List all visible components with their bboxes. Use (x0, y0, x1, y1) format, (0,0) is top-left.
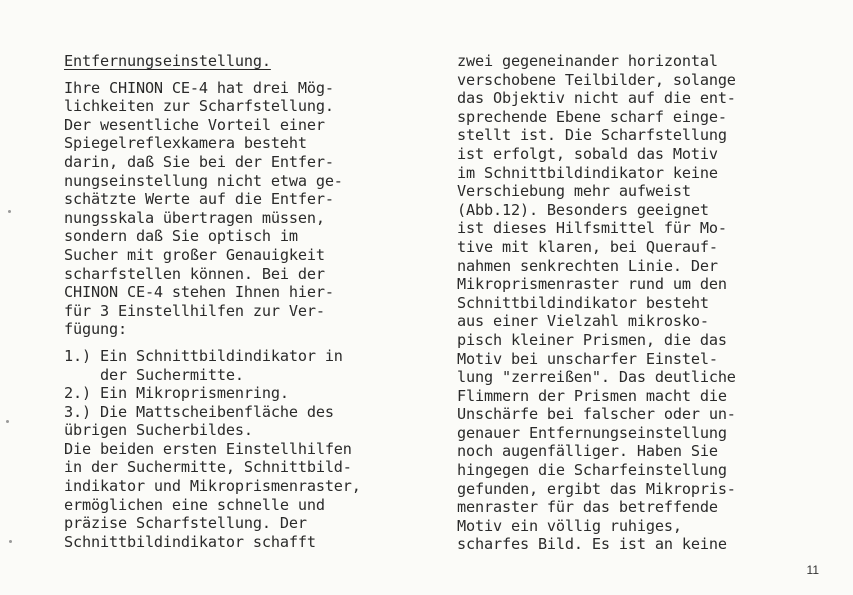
text-line: Unschärfe bei falscher oder un- (457, 405, 736, 424)
list-item: 3.) Die Mattscheibenfläche des (64, 402, 334, 421)
text-line: in der Suchermitte, Schnittbild- (64, 458, 352, 477)
text-line: Mikroprismenraster rund um den (457, 275, 727, 294)
text-line: sprechende Ebene scharf einge- (457, 107, 727, 126)
text-line: ermöglichen eine schnelle und (64, 495, 325, 514)
text-line: präzise Scharfstellung. Der (64, 514, 307, 533)
text-line: nungseinstellung nicht etwa ge- (64, 171, 343, 190)
text-line: Schnittbildindikator besteht (457, 293, 709, 312)
text-line: scharfes Bild. Es ist an keine (457, 535, 727, 554)
text-line: darin, daß Sie bei der Entfer- (64, 152, 334, 171)
text-line: aus einer Vielzahl mikrosko- (457, 312, 709, 331)
text-line: lichkeiten zur Scharfstellung. (64, 97, 334, 116)
scan-speck (6, 420, 9, 423)
text-line: fügung: (64, 320, 127, 339)
text-line: Der wesentliche Vorteil einer (64, 115, 325, 134)
text-line: Verschiebung mehr aufweist (457, 182, 691, 201)
text-line: sondern daß Sie optisch im (64, 227, 298, 246)
focusing-aids-list (64, 347, 449, 552)
scan-speck (8, 210, 11, 213)
text-line: Motiv ein völlig ruhiges, (457, 516, 682, 535)
list-item: 1.) Ein Schnittbildindikator in (64, 346, 343, 365)
list-item: übrigen Sucherbildes. (64, 421, 253, 440)
text-line: das Objektiv nicht auf die ent- (457, 89, 736, 108)
text-line: nahmen senkrechten Linie. Der (457, 256, 718, 275)
page-number: 11 (806, 563, 819, 577)
right-column (457, 52, 842, 554)
text-line: Motiv bei unscharfer Einstel- (457, 349, 718, 368)
text-line: indikator und Mikroprismenraster, (64, 477, 361, 496)
text-line: schätzte Werte auf die Entfer- (64, 190, 334, 209)
text-line: Ihre CHINON CE-4 hat drei Mög- (64, 78, 334, 97)
text-line: noch augenfälliger. Haben Sie (457, 442, 718, 461)
intro-paragraph (64, 79, 449, 339)
text-line: menraster für das betreffende (457, 498, 718, 517)
text-line: Die beiden ersten Einstellhilfen (64, 439, 352, 458)
text-line: zwei gegeneinander horizontal (457, 52, 718, 70)
text-line: Schnittbildindikator schafft (64, 532, 316, 551)
text-line: scharfstellen können. Bei der (64, 264, 325, 283)
text-line: verschobene Teilbilder, solange (457, 70, 736, 89)
list-item: 2.) Ein Mikroprismenring. (64, 384, 289, 403)
text-line: pisch kleiner Prismen, die das (457, 330, 727, 349)
text-line: lung "zerreißen". Das deutliche (457, 368, 736, 387)
text-line: Sucher mit großer Genauigkeit (64, 245, 325, 264)
left-column (64, 52, 449, 551)
text-line: tive mit klaren, bei Querauf- (457, 237, 718, 256)
text-line: Spiegelreflexkamera besteht (64, 134, 307, 153)
text-line: ist dieses Hilfsmittel für Mo- (457, 219, 727, 238)
text-line: nungsskala übertragen müssen, (64, 208, 325, 227)
text-line: (Abb.12). Besonders geeignet (457, 200, 709, 219)
text-line: genauer Entfernungseinstellung (457, 423, 727, 442)
text-line: CHINON CE-4 stehen Ihnen hier- (64, 283, 334, 302)
text-line: Flimmern der Prismen macht die (457, 386, 727, 405)
text-line: ist erfolgt, sobald das Motiv (457, 144, 718, 163)
text-line: hingegen die Scharfeinstellung (457, 461, 727, 480)
scan-speck (9, 540, 12, 543)
text-line: für 3 Einstellhilfen zur Ver- (64, 301, 325, 320)
section-heading: Entfernungseinstellung. (64, 52, 271, 70)
list-item: der Suchermitte. (64, 365, 244, 384)
text-line: im Schnittbildindikator keine (457, 163, 718, 182)
text-line: gefunden, ergibt das Mikropris- (457, 479, 736, 498)
text-line: stellt ist. Die Scharfstellung (457, 126, 727, 145)
